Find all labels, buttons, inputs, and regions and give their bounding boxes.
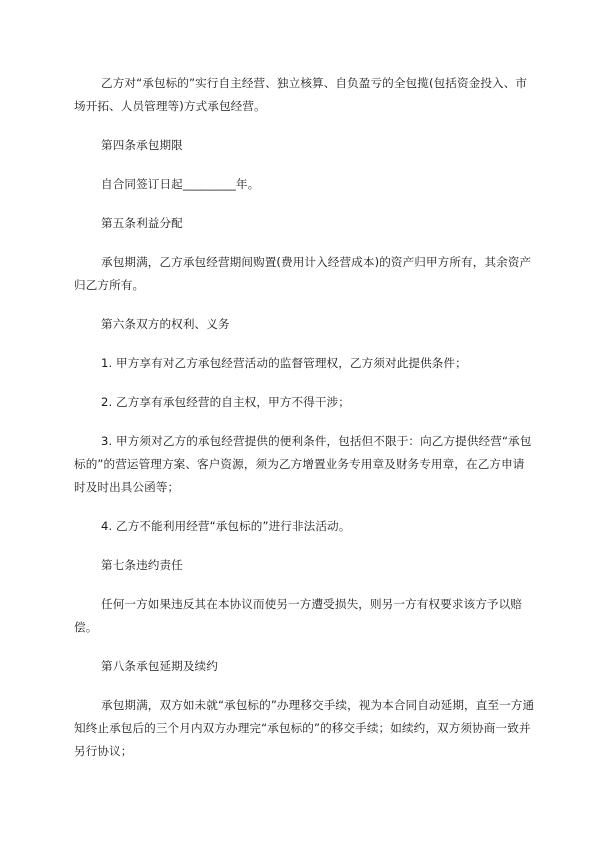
paragraph-liability: 任何一方如果违反其在本协议而使另一方遭受损失，则另一方有权要求该方予以赔偿。 (74, 597, 522, 634)
paragraph-renewal: 承包期满，双方如未就“承包标的”办理移交手续，视为本合同自动延期，直至一方通知终止承包后的三个月内双方办理完“承包标的”的移交手续；如续约，双方须协商一致并另行协议； (74, 698, 535, 758)
paragraph-right-3: 3. 甲方须对乙方的承包经营提供的便利条件，包括但不限于：向乙方提供经营“承包标的”的营运管理方案、客户资源，须为乙方增置业务专用章及财务专用章，在乙方申请时及时出具公函等； (74, 434, 532, 494)
paragraph-right-2: 2. 乙方享有承包经营的自主权，甲方不得干涉； (101, 395, 350, 409)
paragraph-right-1: 1. 甲方享有对乙方承包经营活动的监督管理权，乙方须对此提供条件； (101, 356, 467, 370)
heading-article-7: 第七条违约责任 (101, 558, 183, 572)
heading-article-8: 第八条承包延期及续约 (101, 659, 218, 673)
heading-article-5: 第五条利益分配 (101, 216, 183, 230)
document-body (74, 72, 536, 779)
heading-article-4: 第四条承包期限 (101, 138, 183, 152)
paragraph-contract-mode: 乙方对“承包标的”实行自主经营、独立核算、自负盈亏的全包揽(包括资金投入、市场开拓、人员管理等)方式承包经营。 (74, 76, 528, 113)
heading-article-6: 第六条双方的权利、义务 (101, 317, 230, 331)
paragraph-contract-term: 自合同签订日起_________年。 (101, 177, 260, 191)
paragraph-profit-distribution: 承包期满，乙方承包经营期间购置(费用计入经营成本)的资产归甲方所有，其余资产归乙方所有。 (74, 255, 532, 292)
paragraph-right-4: 4. 乙方不能利用经营“承包标的”进行非法活动。 (101, 519, 351, 533)
